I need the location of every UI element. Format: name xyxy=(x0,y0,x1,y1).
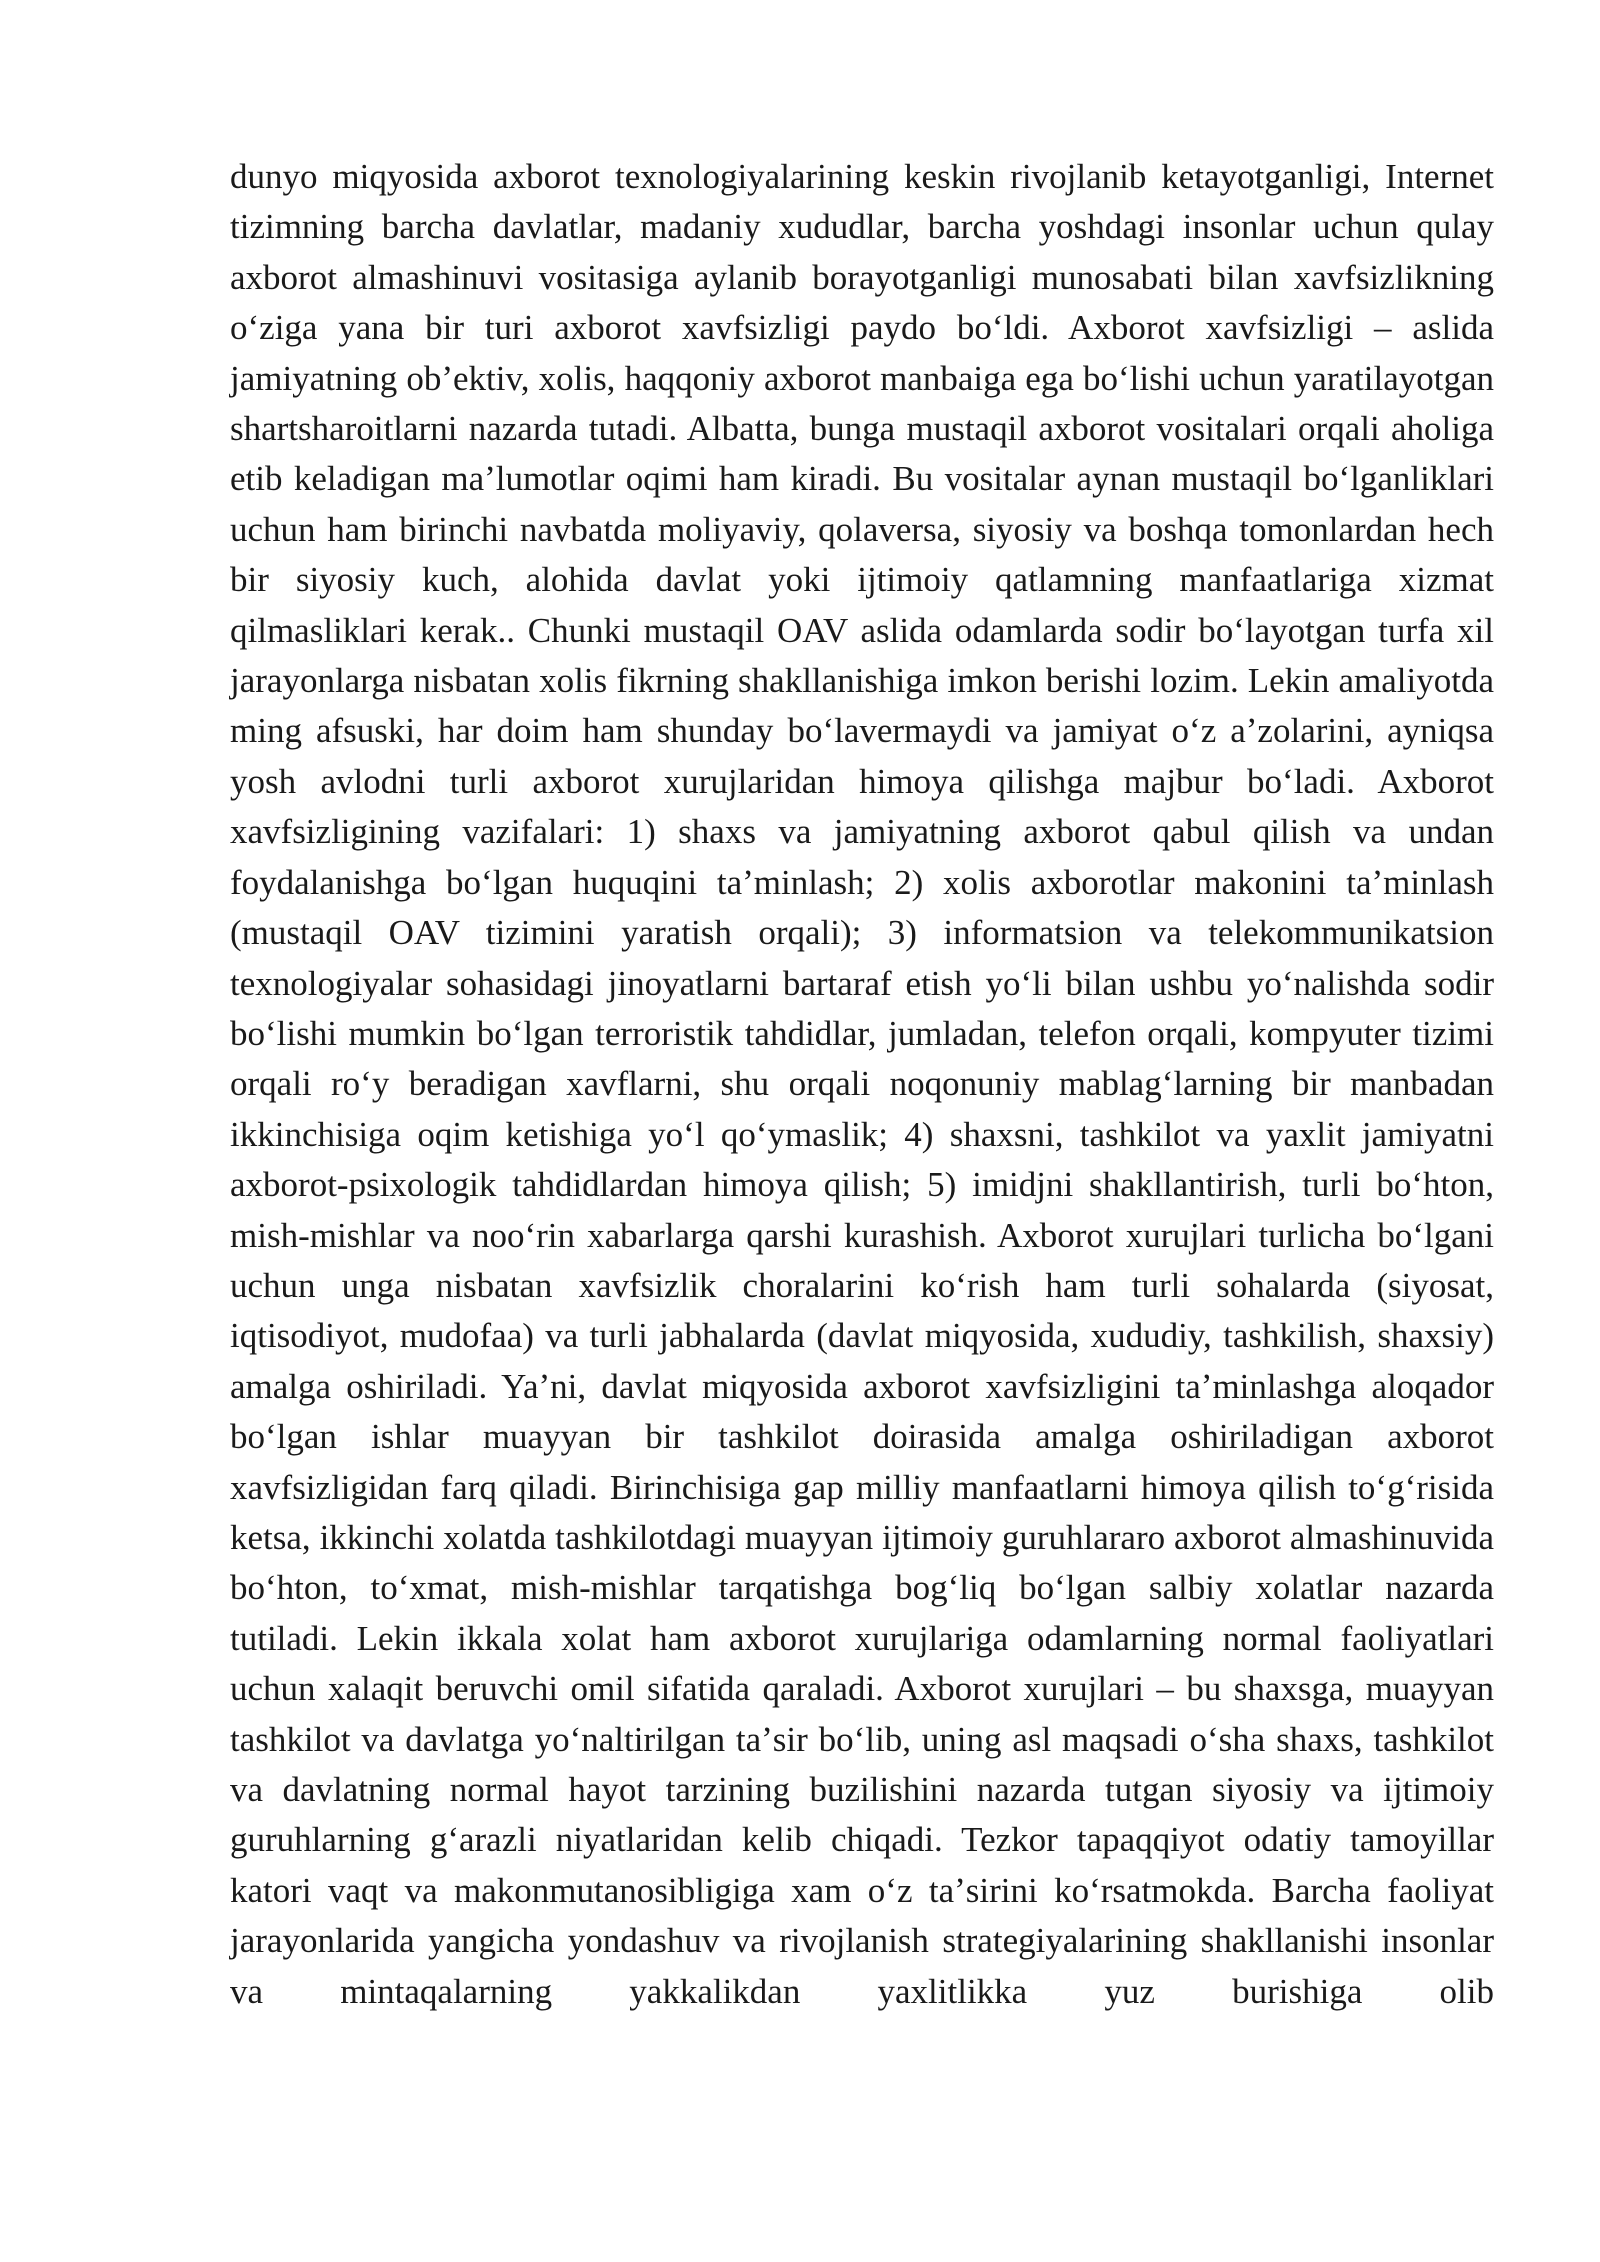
body-paragraph: dunyo miqyosida axborot texnologiyalarining keskin rivojlanib ketayotganligi, Internet tizimning barcha davlatlar, madaniy xududlar, barcha yoshdagi insonlar uchun qulay axborot almashinuvi vositasiga aylanib borayotganligi munosabati bilan xavfsizlikning oʻziga yana bir turi axborot xavfsizligi paydo boʻldi. Axborot xavfsizligi – aslida jamiyatning obʼektiv, xolis, haqqoniy axborot manbaiga ega boʻlishi uchun yaratilayotgan shartsharoitlarni nazarda tutadi. Albatta, bunga mustaqil axborot vositalari orqali aholiga etib keladigan maʼlumotlar oqimi ham kiradi. Bu vositalar aynan mustaqil boʻlganliklari uchun ham birinchi navbatda moliyaviy, qolaversa, siyosiy va boshqa tomonlardan hech bir siyosiy kuch, alohida davlat yoki ijtimoiy qatlamning manfaatlariga xizmat qilmasliklari kerak.. Chunki mustaqil OAV aslida odamlarda sodir boʻlayotgan turfa xil jarayonlarga nisbatan xolis fikrning shakllanishiga imkon berishi lozim. Lekin amaliyotda ming afsuski, har doim ham shunday boʻlavermaydi va jamiyat oʻz aʼzolarini, ayniqsa yosh avlodni turli axborot xurujlaridan himoya qilishga majbur boʻladi. Axborot xavfsizligining vazifalari: 1) shaxs va jamiyatning axborot qabul qilish va undan foydalanishga boʻlgan huquqini taʼminlash; 2) xolis axborotlar makonini taʼminlash (mustaqil OAV tizimini yaratish orqali); 3) informatsion va telekommunikatsion texnologiyalar sohasidagi jinoyatlarni bartaraf etish yoʻli bilan ushbu yoʻnalishda sodir boʻlishi mumkin boʻlgan terroristik tahdidlar, jumladan, telefon orqali, kompyuter tizimi orqali roʻy beradigan xavflarni, shu orqali noqonuniy mablagʻlarning bir manbadan ikkinchisiga oqim ketishiga yoʻl qoʻymaslik; 4) shaxsni, tashkilot va yaxlit jamiyatni axborot-psixologik tahdidlardan himoya qilish; 5) imidjni shakllantirish, turli boʻhton, mish-mishlar va nooʻrin xabarlarga qarshi kurashish. Axborot xurujlari turlicha boʻlgani uchun unga nisbatan xavfsizlik choralarini koʻrish ham turli sohalarda (siyosat, iqtisodiyot, mudofaa) va turli jabhalarda (davlat miqyosida, xududiy, tashkilish, shaxsiy) amalga oshiriladi. Yaʼni, davlat miqyosida axborot xavfsizligini taʼminlashga aloqador boʻlgan ishlar muayyan bir tashkilot doirasida amalga oshiriladigan axborot xavfsizligidan farq qiladi. Birinchisiga gap milliy manfaatlarni himoya qilish toʻgʻrisida ketsa, ikkinchi xolatda tashkilotdagi muayyan ijtimoiy guruhlararo axborot almashinuvida boʻhton, toʻxmat, mish-mishlar tarqatishga bogʻliq boʻlgan salbiy xolatlar nazarda tutiladi. Lekin ikkala xolat ham axborot xurujlariga odamlarning normal faoliyatlari uchun xalaqit beruvchi omil sifatida qaraladi. Axborot xurujlari – bu shaxsga, muayyan tashkilot va davlatga yoʻnaltirilgan taʼsir boʻlib, uning asl maqsadi oʻsha shaxs, tashkilot va davlatning normal hayot tarzining buzilishini nazarda tutgan siyosiy va ijtimoiy guruhlarning gʻarazli niyatlaridan kelib chiqadi. Tezkor tapaqqiyot odatiy tamoyillar katori vaqt va makonmutanosibligiga xam oʻz taʼsirini koʻrsatmokda. Barcha faoliyat jarayonlarida yangicha yondashuv va rivojlanish strategiyalarining shakllanishi insonlar va mintaqalarning yakkalikdan yaxlitlikka yuz burishiga olib xyxy=(230,157,1494,2011)
